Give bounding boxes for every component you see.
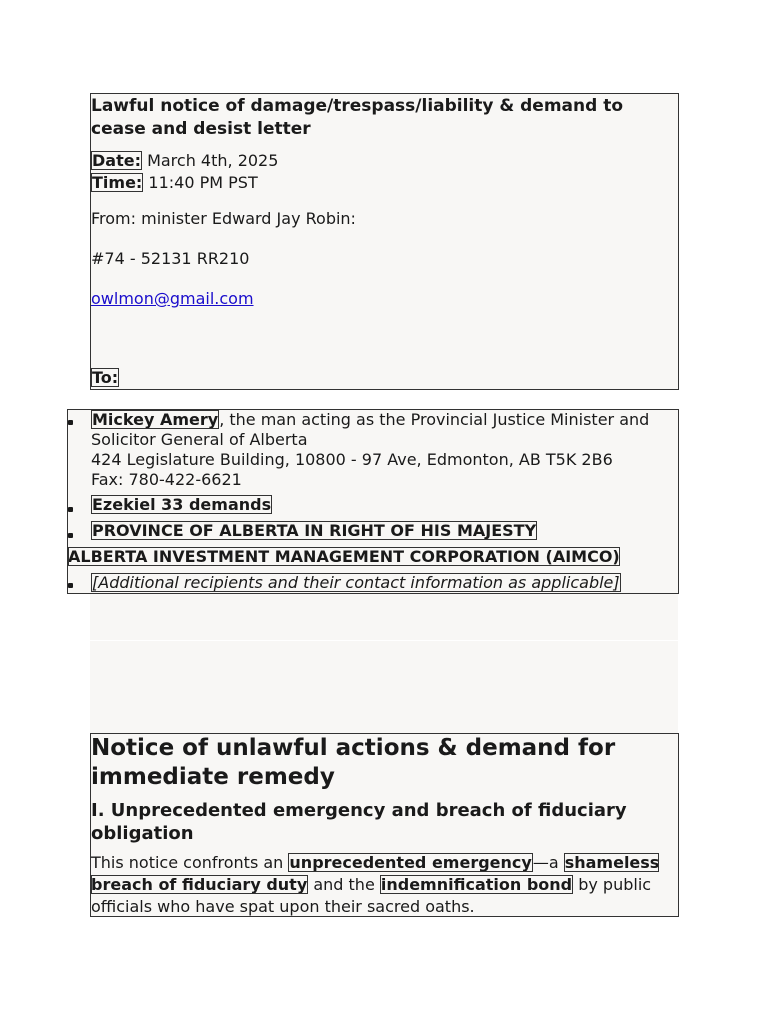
time-line xyxy=(91,172,258,194)
address-line: #74 - 52131 RR210 xyxy=(91,249,250,268)
letter-header xyxy=(90,93,679,390)
list-item-unindented: ALBERTA INVESTMENT MANAGEMENT CORPORATION (AIMCO) xyxy=(68,547,620,566)
notice-paragraph: This notice confronts an unprecedented emergency—a shameless breach of fiduciary duty and the indemnification bond by public officials who have spat upon their sacred oaths. xyxy=(91,853,660,916)
notice-section xyxy=(90,733,679,917)
recipient-list: Mickey Amery, the man acting as the Provincial Justice Minister and Solicitor General of Alberta 424 Legislature Building, 10800 - 97 Ave, Edmonton, AB T5K 2B6 Fax: 780-422-6621 Ezekiel 33 demands PROVINCE OF ALBERTA IN RIGHT OF HIS MAJESTY ALBERTA INVESTMENT MANAGEMENT CORPORATION (AIMCO) [Additional recipients and their contact information as applicable] xyxy=(67,409,679,594)
section-heading: I. Unprecedented emergency and breach of fiduciary obligation xyxy=(91,800,627,844)
recipient-name: Mickey Amery xyxy=(92,410,219,429)
bullet-icon xyxy=(68,507,73,512)
date-label: Date: xyxy=(92,151,141,170)
date-value: March 4th, 2025 xyxy=(141,151,279,170)
time-label: Time: xyxy=(92,173,143,192)
bullet-icon xyxy=(68,533,73,538)
date-line xyxy=(91,150,278,172)
to-label: To: xyxy=(92,368,119,387)
notice-heading: Notice of unlawful actions & demand for immediate remedy xyxy=(91,735,616,790)
email-link[interactable]: owlmon@gmail.com xyxy=(91,289,254,308)
blank-section xyxy=(90,641,678,733)
letter-title: Lawful notice of damage/trespass/liability & demand to cease and desist letter xyxy=(91,96,624,139)
time-value: 11:40 PM PST xyxy=(143,173,258,192)
bullet-icon xyxy=(68,420,73,425)
blank-section xyxy=(90,594,678,640)
bullet-icon xyxy=(68,583,73,588)
from-line: From: minister Edward Jay Robin: xyxy=(91,209,356,228)
